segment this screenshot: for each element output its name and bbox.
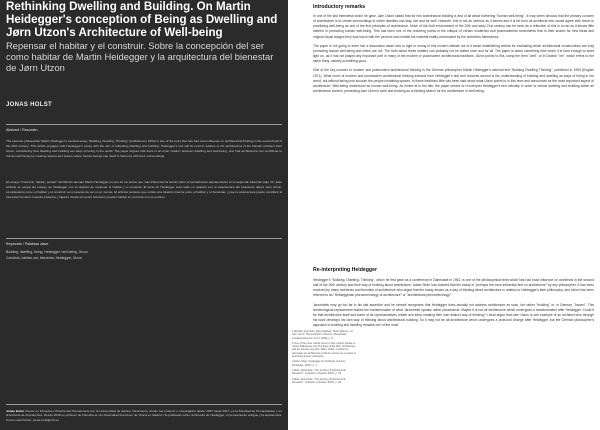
paragraph: The paper is not going to enter into a discussion about who is right or wrong in this modern debate nor is it about establishing criteria for evaluating which architectural constructions are truly promoting human well-being and which are not. The truth about these matters can probably not be stated once and for all. The paper is about something else which it is hard enough to shed light on, as it has not played any important part in many of the modern or postmodern architectural traditions. Utzon points to this, using the term "well", or in Danish "vel", which refers to the same thing, namely something good. [313,43,594,64]
body-column [288,0,600,430]
author-bio [6,409,282,422]
footnote: 3 Adam Sharr, Heidegger for Architects (London: Routledge, 2007), p. 1. [292,360,346,367]
bio-name: Jonas Holst. [6,409,25,413]
paragraph: In one of the last interviews which he gave, Jørn Utzon stated that for him architectural building is first of all about furthering "human well-being". It may seem obvious that the primary concern of architecture is to create surroundings in which dwellers can stay, live and be well. However, this is not as obvious as it seems and it is far from all architects who would agree with Utzon in prioritizing well-being as one of the first principles of architecture. Much of the built environment of the 20th and early 21st century can be seen as a reflection of this in so far as it shows little interest in promoting human well-being. This has been one of the recurring points in the critique of certain modernist and postmodernist movements that in their search for new ideas and original visual images they lose touch with the persons who inhabit the material reality constructed by the architects themselves. [313,14,594,39]
article-subtitle: Repensar el habitar y el construir. Sobre la concepción del ser como habitar de Martin Heidegger y la arquitectura del bienestar de Jørn Utzon [6,40,274,73]
intro-body [313,14,594,256]
bio-text: Doctor en Filosofía e Historia del Pensamiento por la Universidad de Aarhus, Dinamarca, donde fue profesor e investigador desde 2007 hasta 2017, en la Facultad de Humanidades y en la Escuela de Arquitectura. Desde 2018 es profesor de Filosofía en la Universidad Francisco de Vitoria en Madrid. Ha publicado sobre la filosofía de Heidegger, el pensamiento antiguo y la arquitectura. Correo electrónico: jonas.holst@ufv.es [6,409,282,422]
paragraph: Heidegger's "Building, Dwelling, Thinking", which he first gave as a conference in Darmstadt in 1951, is one of the philosophical texts which has had most influence on architects in the second half of the 20th century and their way of thinking about architecture. Adam Sharr has claimed that the essay is "perhaps the most influential text on architecture" by any philosopher. It has been received by many architects and theorists of architecture who argue that the essay shows us a way of thinking about architecture in relation to Heidegger's later philosophy, and which has been referred to as "Heideggerian phenomenology of architecture" or "architectural phenomenology". [313,278,594,298]
paragraph: Jarzombek may go too far in his last assertion and he himself recognizes that Heidegger does actually not address architecture as such, but rather "building" or, in German, "bauen". This terminological replacement makes the transformation of what Jarzombek speaks rather paradoxical. Maybe it is not all architecture which undergoes a transformation after Heidegger. Could it be that architecture itself and some of its representatives create and keep creating their own distinct way of thinking? I shall argue that Jørn Utzon is one example of an architect who through his work develops his own way of thinking about architectural building. So it may not be all architecture which undergoes a profound change after Heidegger, but the German philosopher's approach to building and dwelling remains one of the most [313,302,594,328]
article-title: Rethinking Dwelling and Building. On Martin Heidegger's conception of Being as Dwelling and Jørn Utzon's Architecture of Well-being [6,0,278,39]
author-name: JONAS HOLST [6,102,52,108]
title-panel [0,0,288,430]
divider [6,124,282,125]
reinterp-heading: Re-interpreting Heidegger [313,267,377,273]
abstract-label: Abstract / Resumen [6,128,38,132]
divider [6,404,282,405]
keywords-label: Keywords / Palabras clave [6,242,49,246]
footnote: 1 Michael Juul Holm, Kjeld Kjeldsen, Mette Marcus, ed., Jørn Utzon: The Architect's Universe (Humlebæk: Louisiana Museum of Art, 2008), p. 8. [292,330,354,340]
keywords-spanish: Construir, habitar, ser, bienestar, Heidegger, Utzon [6,256,82,260]
divider [6,238,282,239]
keywords-english: Building, dwelling, being, Heidegger, well-being, Utzon [6,250,88,254]
footnotes [292,330,358,430]
footnote: 5 Mark Jarzombek, "The Coming of Architectural Research", Footprint 1 (Autumn 2007), p. 52. [292,377,346,384]
intro-heading: Introductory remarks [313,4,366,10]
paragraph: One of the key sources to modern and postmodern architectural thinking is the German philosopher Martin Heidegger's seminal text "Building Dwelling Thinking", published in 1954 (English 1971). What much of modern and postmodern architectural thinking extracts from Heidegger's text and revolves around is the understanding of building and dwelling as ways of being in the world, but without taking into account the people inhabiting spaces. In these traditions little has been said about what Utzon points to in this term and announces as the most important aspect of architecture: Well-being understood as human well-being. As hinted at in the title, the paper means to re-interpret Heidegger's text critically in order to rethink dwelling and building within an architectural context, presenting Jørn Utzon's work and thinking as a thinking search for the architecture of well-being. [313,68,594,94]
abstract-spanish: El ensayo "Construir, habitar, pensar" del filósofo alemán Martin Heidegger es uno de los textos que más influencia ha tenido sobre el pensamiento arquitectónico en la segunda mitad del siglo XX. Este artículo se ocupa del ensayo de Heidegger con el objetivo de repensar el habitar y el construir. El texto de Heidegger será leído en relación con la arquitectura del arquitecto danés Jørn Utzon, considerando cómo el habitar y el construir son maneras de ser en el mundo. El artículo sostiene que existe una relación interna entre el habitar y el bienestar, y que la arquitectura puede contribuir al bienestar humano creando espacios y lugares donde los seres humanos puedan habitar en armonía con su entorno. [6,180,282,199]
footnote: 2 One of the more critical voices in this modern debate is Juhani Pallasmaa; see The Eyes of the Skin: Architecture and the Senses (London: Wiley, 2012), in which he advocates an architecture of all the senses as a means of promoting human well-being. [292,341,356,359]
footnote: 4 Mark Jarzombek, "The Coming of Architectural Research", Footprint 1 (Autumn 2007), p. 51. [292,368,346,376]
abstract-english: The German philosopher Martin Heidegger's seminal essay "Building, Dwelling, Thinking" (published in 1954) is one of the texts that has had most influence on architectural thinking in the second half of the 20th century. This article engages with Heidegger's essay with the aim of rethinking dwelling and building. Heidegger's text will be read in relation to the architecture of the Danish architect Jørn Utzon, considering how dwelling and building are ways of being in the world. The paper argues that there is an inner relation between dwelling and well-being, and that architecture can contribute to human well-being by creating spaces and places where human beings can dwell in harmony with their surroundings. [6,139,282,158]
